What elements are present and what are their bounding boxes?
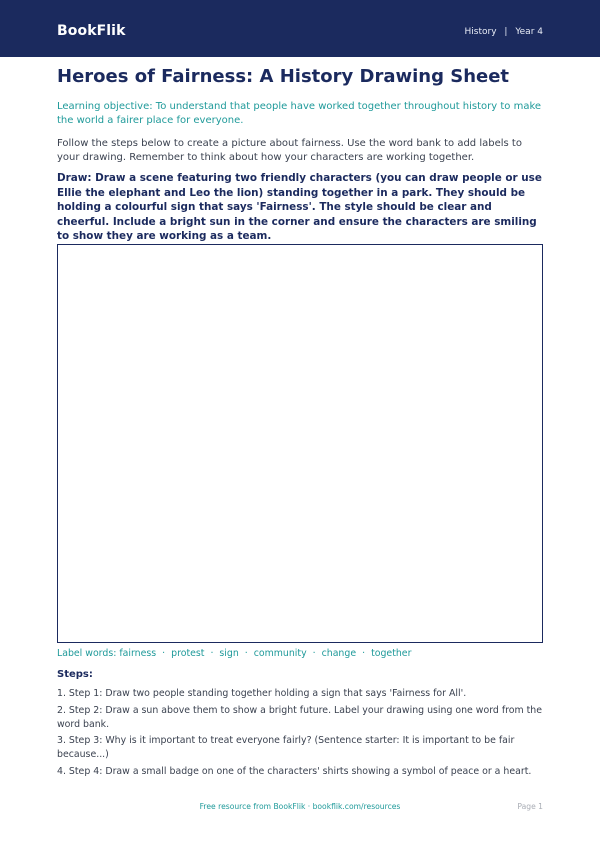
year-label: Year 4: [515, 27, 543, 37]
label-word: fairness: [119, 648, 157, 659]
step-item: 2. Step 2: Draw a sun above them to show a bright future. Label your drawing using one word from the word bank.: [57, 704, 542, 730]
word-separator: ·: [312, 648, 316, 659]
step-item: 3. Step 3: Why is it important to treat everyone fairly? (Sentence starter: It is important to be fair because...): [57, 735, 515, 760]
word-separator: ·: [244, 648, 248, 659]
label-word: sign: [219, 648, 239, 659]
word-separator: ·: [362, 648, 366, 659]
drawing-area[interactable]: [57, 244, 543, 643]
page-title: Heroes of Fairness: A History Drawing Sheet: [57, 66, 510, 87]
page-number: Page 1: [517, 802, 543, 811]
step-item: 4. Step 4: Draw a small badge on one of the characters' shirts showing a symbol of peace or a heart.: [57, 765, 532, 777]
steps-list: [57, 687, 543, 781]
draw-prompt: Draw: Draw a scene featuring two friendly characters (you can draw people or use Ellie the elephant and Leo the lion) standing together in a park. They should be holding a colourful sign that says 'Fairness'. The style should be clear and cheerful. Include a bright sun in the corner and ensure the characters are smiling to show they are working as a team.: [57, 172, 542, 242]
label-word: protest: [171, 648, 205, 659]
meta-separator: |: [504, 27, 508, 37]
header-meta: [465, 27, 543, 37]
word-separator: ·: [210, 648, 214, 659]
learning-objective: Learning objective: To understand that people have worked together throughout history to make the world a fairer place for everyone.: [57, 101, 542, 126]
label-word: community: [253, 648, 307, 659]
header-bar: [0, 0, 600, 57]
label-word: change: [321, 648, 357, 659]
word-separator: ·: [162, 648, 166, 659]
label-word: together: [371, 648, 412, 659]
label-words-bank: [57, 648, 411, 659]
step-item: 1. Step 1: Draw two people standing together holding a sign that says 'Fairness for All'.: [57, 688, 467, 699]
subject-label: History: [464, 27, 497, 37]
instructions-intro: Follow the steps below to create a picture about fairness. Use the word bank to add labels to your drawing. Remember to think about how your characters are working together.: [57, 138, 522, 163]
brand-logo-text[interactable]: BookFlik: [57, 23, 126, 39]
label-words-prefix: Label words:: [57, 648, 117, 659]
footer-source: Free resource from BookFlik · bookflik.com/resources: [199, 802, 401, 811]
steps-heading: Steps:: [57, 669, 93, 680]
